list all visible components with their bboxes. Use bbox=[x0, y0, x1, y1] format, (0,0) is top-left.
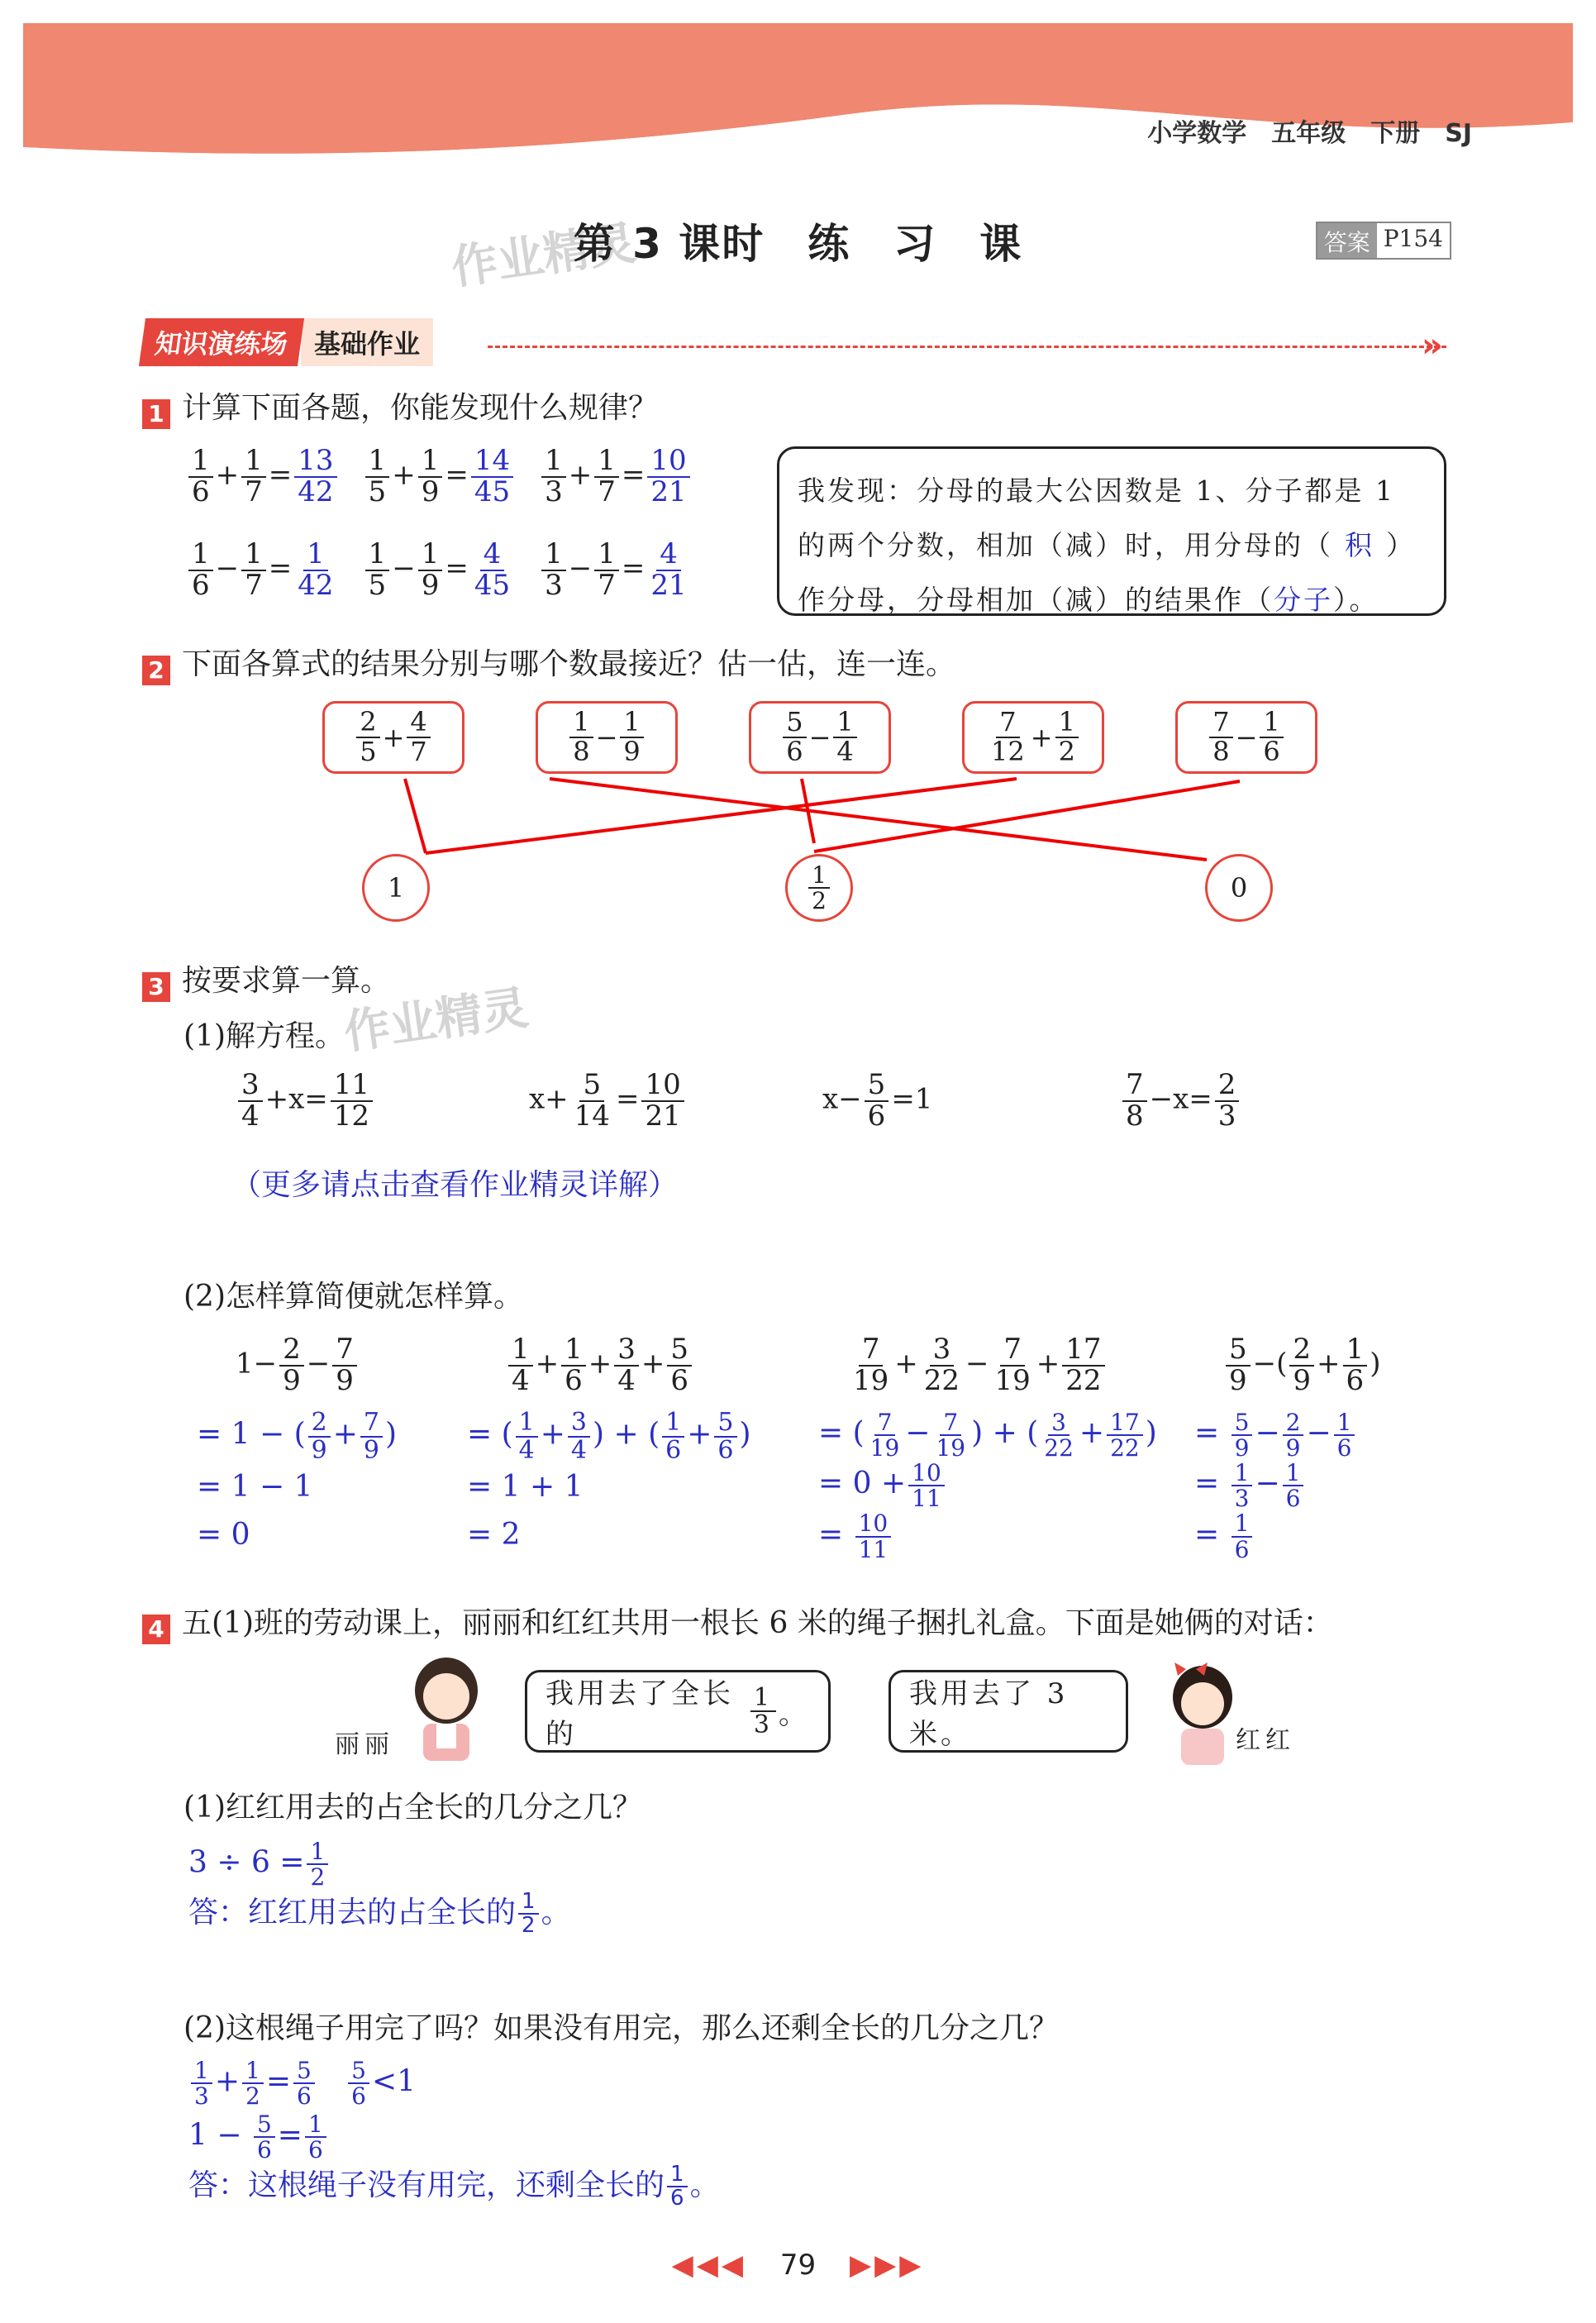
finding-line-1: 我发现：分母的最大公因数是 1、分子都是 1 bbox=[798, 475, 1395, 507]
q1-equation: $\frac{1}{3}$ − $\frac{1}{7}$ = $\frac{4}{21}$ bbox=[539, 540, 693, 600]
calc-3-solution: = ( $\frac{7}{19}$ − $\frac{7}{19}$ ) + ( $\frac{3}{22}$ + $\frac{17}{22}$ ) = 0 + $\frac{10}{11}$ = $\frac{10}{11}$ bbox=[818, 1408, 1157, 1563]
q4-sub2-calc-2: 1 − $\frac{5}{6}$ = $\frac{1}{6}$ bbox=[188, 2112, 329, 2163]
q1-equation: $\frac{1}{3}$ + $\frac{1}{7}$ = $\frac{10}{21}$ bbox=[539, 446, 693, 507]
fraction: $\frac{1}{5}$ bbox=[365, 446, 390, 507]
fraction: $\frac{1}{6}$ bbox=[1260, 708, 1283, 766]
equation-2: x+ $\frac{5}{14}$ = $\frac{10}{21}$ bbox=[529, 1071, 687, 1131]
fraction: $\frac{1}{3}$ bbox=[541, 446, 566, 507]
fraction: $\frac{2}{5}$ bbox=[356, 708, 379, 766]
fraction: $\frac{7}{12}$ bbox=[991, 706, 1025, 767]
calc-1-solution: = 1 − ( $\frac{2}{9}$ + $\frac{7}{9}$ ) = 1 − 1 = 0 bbox=[197, 1408, 398, 1552]
q4-sub1-calc: 3 ÷ 6 = $\frac{1}{2}$ bbox=[188, 1839, 331, 1890]
watermark: 作业精灵 bbox=[341, 980, 532, 1061]
fraction: $\frac{1}{7}$ bbox=[594, 540, 619, 600]
question-text: 下面各算式的结果分别与哪个数最接近？估一估，连一连。 bbox=[182, 647, 956, 681]
q4-sub1-answer: 答：红红用去的占全长的 $\frac{1}{2}$ 。 bbox=[188, 1888, 571, 1938]
estimate-option-4[interactable]: $\frac{7}{12}$ + $\frac{1}{2}$ bbox=[962, 701, 1104, 774]
honghong-speech-bubble: 我用去了 3 米。 bbox=[889, 1670, 1128, 1753]
q1-equation: $\frac{1}{5}$ − $\frac{1}{9}$ = $\frac{4}{45}$ bbox=[363, 540, 517, 600]
fraction: $\frac{4}{45}$ bbox=[474, 537, 511, 603]
fraction: $\frac{1}{7}$ bbox=[241, 540, 266, 600]
question-number: 2 bbox=[142, 656, 170, 685]
prev-arrows-icon[interactable]: ◀◀◀ bbox=[671, 2249, 747, 2282]
answer-blank: 积 bbox=[1345, 529, 1374, 561]
q1-equation: $\frac{1}{5}$ + $\frac{1}{9}$ = $\frac{14}{45}$ bbox=[363, 446, 517, 507]
watermark: 作业精灵 bbox=[448, 216, 640, 296]
double-chevron-icon: » bbox=[1422, 327, 1443, 365]
finding-line-3: 作分母，分母相加（减）的结果作（分子）。 bbox=[798, 584, 1379, 616]
fraction: $\frac{1}{2}$ bbox=[1055, 708, 1079, 766]
more-details-link[interactable]: （更多请点击查看作业精灵详解） bbox=[231, 1168, 679, 1202]
q1-equation: $\frac{1}{6}$ + $\frac{1}{7}$ = $\frac{13}{42}$ bbox=[186, 446, 340, 507]
fraction: $\frac{1}{7}$ bbox=[594, 446, 619, 507]
question-number: 3 bbox=[142, 972, 170, 1002]
q4-sub2-answer: 答：这根绳子没有用完，还剩全长的 $\frac{1}{6}$ 。 bbox=[188, 2161, 720, 2211]
fraction: $\frac{14}{45}$ bbox=[471, 446, 513, 507]
lili-name: 丽丽 bbox=[335, 1730, 394, 1759]
question-number: 4 bbox=[142, 1615, 170, 1644]
q4-sub1: (1)红红用去的占全长的几分之几？ bbox=[183, 1791, 642, 1825]
fraction: $\frac{1}{9}$ bbox=[418, 540, 443, 600]
fraction: $\frac{5}{6}$ bbox=[783, 708, 806, 766]
fraction: $\frac{10}{21}$ bbox=[647, 446, 689, 507]
target-zero[interactable]: 0 bbox=[1205, 854, 1273, 922]
fraction: $\frac{1}{42}$ bbox=[298, 537, 334, 603]
equation-4: $\frac{7}{8}$ −x= $\frac{2}{3}$ bbox=[1120, 1071, 1241, 1131]
estimate-option-5[interactable]: $\frac{7}{8}$ − $\frac{1}{6}$ bbox=[1175, 701, 1317, 774]
target-half[interactable]: $\frac{1}{2}$ bbox=[785, 854, 853, 922]
fraction: $\frac{1}{9}$ bbox=[418, 446, 443, 507]
connect-lines bbox=[0, 0, 1596, 951]
finding-line-2: 的两个分数，相加（减）时，用分母的（ 积 ） bbox=[798, 529, 1416, 561]
calc-2-solution: = ( $\frac{1}{4}$ + $\frac{3}{4}$ ) + ( $\frac{1}{6}$ + $\frac{5}{6}$ ) = 1 + 1 = 2 bbox=[467, 1408, 751, 1552]
lili-speech-bubble: 我用去了全长的 $\frac{1}{3}$ 。 bbox=[525, 1670, 831, 1753]
q4-sub2-calc-1: $\frac{1}{3}$ + $\frac{1}{2}$ = $\frac{5}{6}$ $\frac{5}{6}$ <1 bbox=[188, 2058, 416, 2109]
question-text: 计算下面各题，你能发现什么规律？ bbox=[182, 391, 659, 425]
answer-page: P154 bbox=[1377, 223, 1450, 258]
section-tag-2: 基础作业 bbox=[301, 318, 433, 366]
fraction: $\frac{1}{5}$ bbox=[365, 540, 390, 600]
q1-equation: $\frac{1}{6}$ − $\frac{1}{7}$ = $\frac{1}{42}$ bbox=[186, 540, 340, 600]
estimate-option-2[interactable]: $\frac{1}{8}$ − $\frac{1}{9}$ bbox=[536, 701, 678, 774]
q3-part1: (1)解方程。 bbox=[183, 1019, 345, 1053]
question-4 bbox=[142, 1600, 1333, 1644]
calc-2-problem: $\frac{1}{4}$ + $\frac{1}{6}$ + $\frac{3}{4}$ + $\frac{5}{6}$ bbox=[506, 1335, 694, 1395]
q3-part2: (2)怎样算简便就怎样算。 bbox=[183, 1280, 523, 1314]
fraction: $\frac{1}{3}$ bbox=[541, 540, 566, 600]
equation-1: $\frac{3}{4}$ +x= $\frac{11}{12}$ bbox=[236, 1071, 375, 1131]
question-text: 按要求算一算。 bbox=[182, 964, 391, 998]
page-title: 第 3 课时 练 习 课 bbox=[573, 220, 1023, 268]
q4-sub2: (2)这根绳子用完了吗？如果没有用完，那么还剩全长的几分之几？ bbox=[183, 2011, 1059, 2045]
question-text: 五(1)班的劳动课上，丽丽和红红共用一根长 6 米的绳子捆扎礼盒。下面是她俩的对话： bbox=[182, 1606, 1333, 1640]
calc-1-problem: 1− $\frac{2}{9}$ − $\frac{7}{9}$ bbox=[236, 1335, 360, 1395]
fraction: $\frac{7}{8}$ bbox=[1209, 708, 1232, 766]
fraction: $\frac{1}{6}$ bbox=[188, 446, 213, 507]
fraction: $\frac{1}{7}$ bbox=[241, 446, 266, 507]
honghong-name: 红红 bbox=[1236, 1726, 1295, 1755]
fraction: $\frac{4}{21}$ bbox=[650, 537, 687, 603]
calc-3-problem: $\frac{7}{19}$ + $\frac{3}{22}$ − $\frac{7}{19}$ + $\frac{17}{22}$ bbox=[847, 1335, 1108, 1395]
equation-3: x− $\frac{5}{6}$ =1 bbox=[822, 1068, 933, 1133]
calc-4-solution: = $\frac{5}{9}$ − $\frac{2}{9}$ − $\frac{1}{6}$ = $\frac{1}{3}$ − $\frac{1}{6}$ = $\frac{1}{6}$ bbox=[1194, 1410, 1357, 1562]
question-number: 1 bbox=[142, 399, 170, 429]
girl-lili-illustration bbox=[388, 1653, 512, 1761]
next-arrows-icon[interactable]: ▶▶▶ bbox=[849, 2249, 925, 2282]
fraction: $\frac{1}{9}$ bbox=[620, 708, 643, 766]
target-one[interactable]: 1 bbox=[362, 854, 430, 922]
section-tag-1: 知识演练场 bbox=[139, 318, 304, 366]
calc-4-problem: $\frac{5}{9}$ −( $\frac{2}{9}$ + $\frac{1}{6}$ ) bbox=[1223, 1335, 1380, 1395]
estimate-option-3[interactable]: $\frac{5}{6}$ − $\frac{1}{4}$ bbox=[749, 701, 891, 774]
q2-options bbox=[322, 701, 1314, 780]
answer-label: 答案 bbox=[1317, 223, 1377, 258]
answer-blank: 分子 bbox=[1274, 584, 1333, 616]
fraction: $\frac{1}{6}$ bbox=[188, 540, 213, 600]
fraction: $\frac{13}{42}$ bbox=[294, 446, 336, 507]
fraction: $\frac{1}{4}$ bbox=[833, 708, 856, 766]
fraction: $\frac{4}{7}$ bbox=[407, 708, 430, 766]
page-number: ◀◀◀ 79 ▶▶▶ bbox=[671, 2249, 925, 2282]
estimate-option-1[interactable]: $\frac{2}{5}$ + $\frac{4}{7}$ bbox=[322, 701, 465, 774]
fraction: $\frac{1}{8}$ bbox=[569, 708, 593, 766]
book-info: 小学数学 五年级 下册 SJ bbox=[1147, 119, 1472, 148]
